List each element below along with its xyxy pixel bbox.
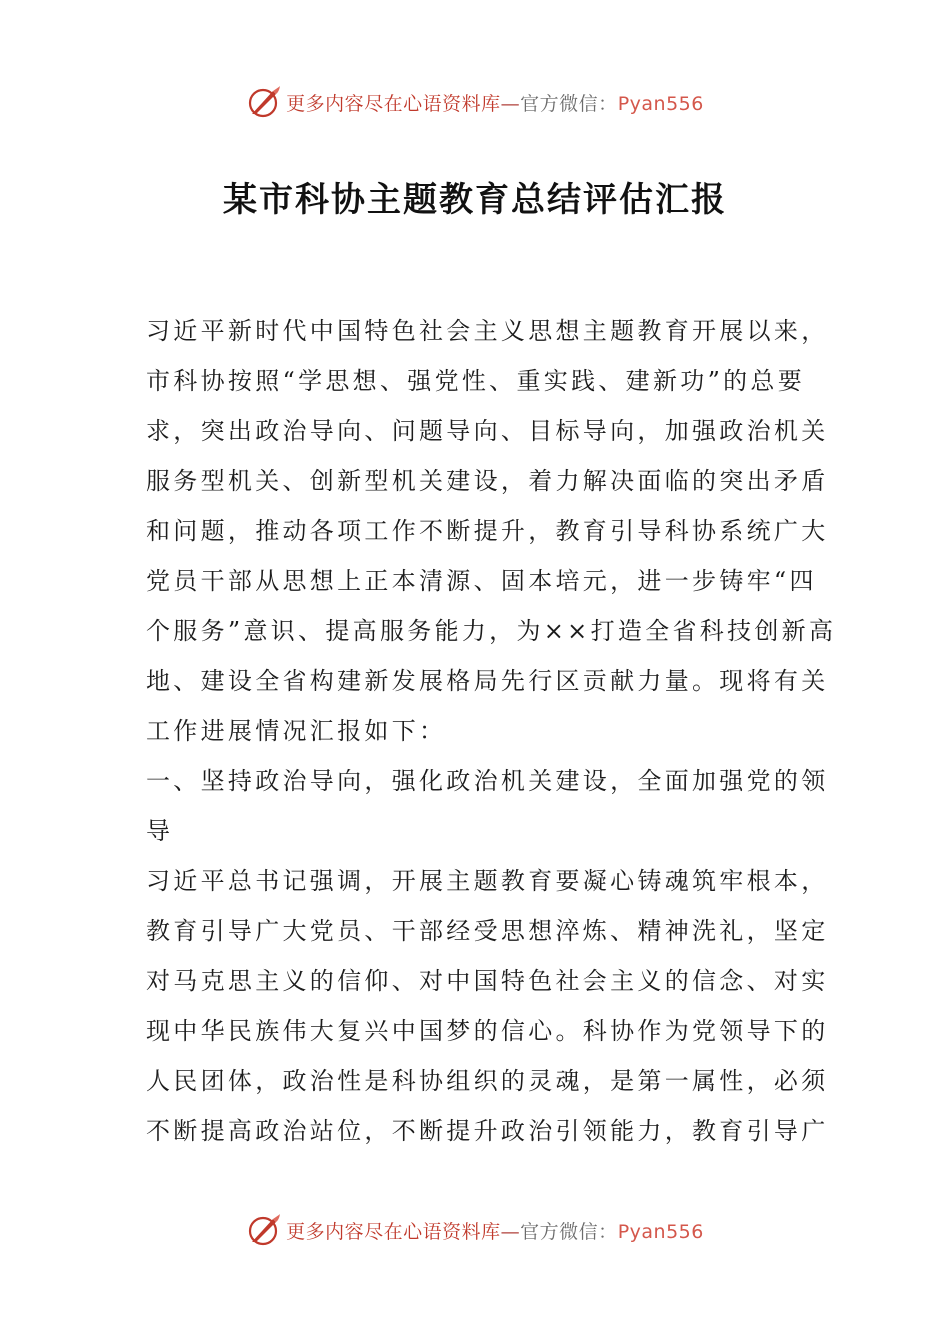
banner-wechat-id: Pyan556 [617,92,704,115]
banner-official-label: 官方微信： [520,1220,618,1243]
body-line: 教育引导广大党员、干部经受思想淬炼、精神洗礼，坚定 [146,917,829,945]
body-line: 习近平总书记强调，开展主题教育要凝心铸魂筑牢根本， [146,867,829,895]
document-body [146,306,837,1156]
banner-dash: — [500,92,521,115]
banner-official-label: 官方微信： [520,92,618,115]
body-line: 和问题，推动各项工作不断提升，教育引导科协系统广大 [146,517,829,545]
body-line: 个服务”意识、提高服务能力，为××打造全省科技创新高 [146,617,837,645]
body-line: 对马克思主义的信仰、对中国特色社会主义的信念、对实 [146,967,829,995]
body-line: 党员干部从思想上正本清源、固本培元，进一步铸牢“四 [146,567,817,595]
body-line: 习近平新时代中国特色社会主义思想主题教育开展以来， [146,317,829,345]
header-watermark-banner [0,82,950,122]
banner-slogan: 更多内容尽在心语资料库 [286,1220,501,1243]
section-heading-line: 导 [146,817,174,845]
banner-slogan: 更多内容尽在心语资料库 [286,92,501,115]
body-line: 人民团体，政治性是科协组织的灵魂，是第一属性，必须 [146,1067,829,1095]
footer-watermark-banner [0,1210,950,1250]
body-line: 服务型机关、创新型机关建设，着力解决面临的突出矛盾 [146,467,829,495]
banner-text [286,89,704,116]
document-title: 某市科协主题教育总结评估汇报 [223,180,727,220]
banner-text [286,1217,704,1244]
quill-logo-icon [246,1212,282,1248]
banner-wechat-id: Pyan556 [617,1220,704,1243]
section-heading-line: 一、坚持政治导向，强化政治机关建设，全面加强党的领 [146,767,829,795]
body-line: 不断提高政治站位，不断提升政治引领能力，教育引导广 [146,1117,829,1145]
body-line: 工作进展情况汇报如下： [146,717,447,745]
quill-logo-icon [246,84,282,120]
body-line: 市科协按照“学思想、强党性、重实践、建新功”的总要 [146,367,806,395]
banner-dash: — [500,1220,521,1243]
body-line: 现中华民族伟大复兴中国梦的信心。科协作为党领导下的 [146,1017,829,1045]
body-line: 地、建设全省构建新发展格局先行区贡献力量。现将有关 [146,667,829,695]
body-line: 求，突出政治导向、问题导向、目标导向，加强政治机关 [146,417,829,445]
